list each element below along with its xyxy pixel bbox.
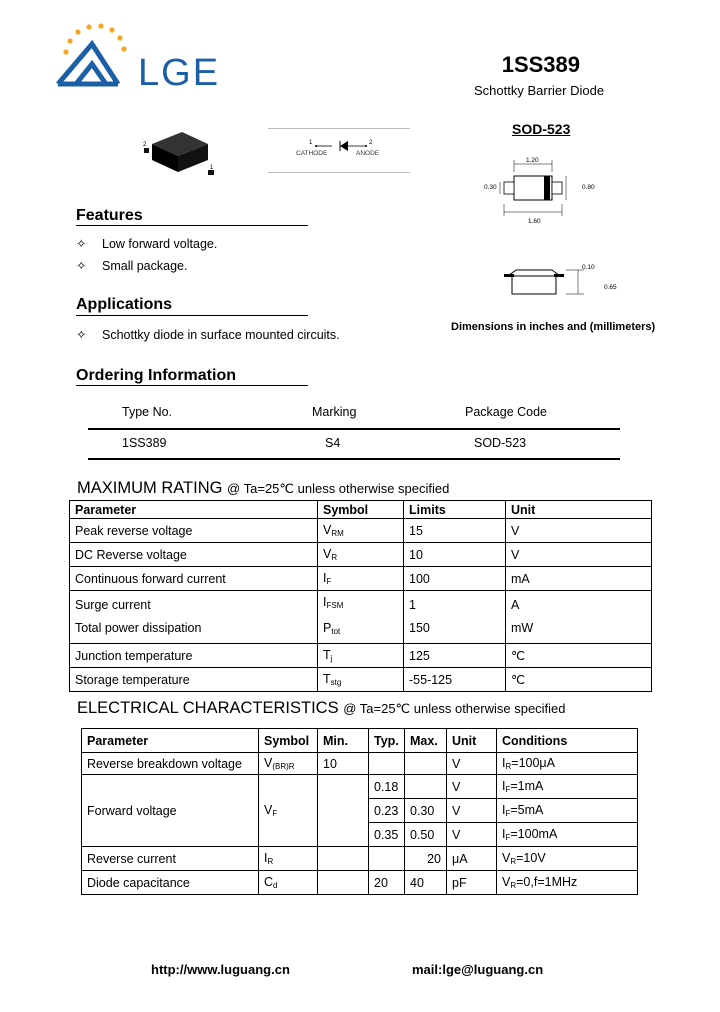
pin-1-mark: 1 bbox=[210, 165, 214, 171]
package-title: SOD-523 bbox=[512, 121, 571, 137]
bullet-icon: ✧ bbox=[76, 259, 87, 273]
applications-heading: Applications bbox=[76, 296, 173, 313]
table-row: DC Reverse voltage $V_R$ 10 V bbox=[70, 543, 652, 567]
table-row: 0.35 0.50 V $I_F=100mA$ bbox=[82, 823, 638, 847]
electrical-condition: @ Ta=25℃ unless otherwise specified bbox=[343, 701, 566, 716]
table-row: 0.23 0.30 V $I_F=5mA$ bbox=[82, 799, 638, 823]
email-link[interactable]: mail:lge@luguang.cn bbox=[412, 962, 544, 977]
table-row: Diode capacitance $C_d$ 20 40 pF $V_R=0,f=1MHz$ bbox=[82, 871, 638, 895]
bullet-icon: ✧ bbox=[76, 237, 87, 251]
ordering-header-package: Package Code bbox=[465, 405, 548, 419]
lge-logo-mark bbox=[56, 22, 136, 92]
pin-2-mark: 2 bbox=[143, 142, 147, 148]
table-row: Junction temperature $T_j$ 125 ℃ bbox=[70, 644, 652, 668]
table-row: Surge current Total power dissipation $I_{FSM}$ $P_{tot}$ 1 150 A mW bbox=[70, 591, 652, 644]
max-rating-heading: MAXIMUM RATING @ Ta=25℃ unless otherwise specified bbox=[77, 479, 450, 497]
table-row: Reverse breakdown voltage $V_{(BR)R}$ 10 V $I_R=100\mu A$ bbox=[82, 753, 638, 775]
max-rating-table bbox=[69, 500, 652, 692]
pin1-label: 1 bbox=[309, 140, 313, 146]
ordering-marking-value: S4 bbox=[325, 436, 341, 450]
ordering-package-value: SOD-523 bbox=[474, 436, 527, 450]
device-subtitle: Schottky Barrier Diode bbox=[474, 83, 605, 98]
dim-width-bottom: 1.60 bbox=[528, 218, 541, 225]
table-row: Reverse current $I_R$ 20 μA $V_R=10V$ bbox=[82, 847, 638, 871]
features-item: ✧ Low forward voltage. bbox=[76, 237, 218, 251]
max-rating-condition: @ Ta=25℃ unless otherwise specified bbox=[227, 481, 450, 496]
ordering-rule-bottom bbox=[88, 458, 620, 460]
bullet-icon: ✧ bbox=[76, 328, 87, 342]
logo-text: LGE bbox=[138, 52, 221, 94]
part-number: 1SS389 bbox=[501, 52, 580, 77]
ordering-rule-top bbox=[88, 428, 620, 430]
dim-side-height: 0.65 bbox=[604, 284, 617, 291]
dim-left: 0.30 bbox=[484, 184, 497, 191]
pin2-label: 2 bbox=[369, 140, 373, 146]
cathode-label: CATHODE bbox=[296, 150, 328, 157]
table-header-row: Parameter Symbol Limits Unit bbox=[70, 501, 652, 519]
component-illustration bbox=[142, 126, 218, 184]
ordering-type-value: 1SS389 bbox=[122, 436, 167, 450]
anode-label: ANODE bbox=[356, 150, 380, 157]
electrical-table bbox=[81, 728, 638, 895]
table-row: Continuous forward current $I_F$ 100 mA bbox=[70, 567, 652, 591]
features-underline bbox=[76, 225, 308, 226]
electrical-heading: ELECTRICAL CHARACTERISTICS @ Ta=25℃ unless otherwise specified bbox=[77, 699, 566, 717]
diode-symbol bbox=[268, 136, 410, 166]
applications-underline bbox=[76, 315, 308, 316]
dim-width-top: 1.20 bbox=[526, 157, 539, 164]
ordering-header-marking: Marking bbox=[312, 405, 357, 419]
applications-item: ✧ Schottky diode in surface mounted circuits. bbox=[76, 328, 340, 342]
dim-side-top: 0.10 bbox=[582, 264, 595, 271]
features-heading: Features bbox=[76, 207, 143, 224]
features-item: ✧ Small package. bbox=[76, 259, 188, 273]
ordering-heading: Ordering Information bbox=[76, 367, 236, 384]
table-row: Forward voltage $V_F$ 0.18 V $I_F=1mA$ bbox=[82, 775, 638, 799]
schematic-box bbox=[268, 128, 410, 174]
table-header-row: Parameter Symbol Min. Typ. Max. Unit Conditions bbox=[82, 729, 638, 753]
table-row: Storage temperature $T_{stg}$ -55-125 ℃ bbox=[70, 668, 652, 692]
website-link[interactable]: http://www.luguang.cn bbox=[151, 962, 290, 977]
dim-right: 0.80 bbox=[582, 184, 595, 191]
ordering-underline bbox=[76, 385, 308, 386]
table-row: Peak reverse voltage $V_{RM}$ 15 V bbox=[70, 519, 652, 543]
ordering-header-type: Type No. bbox=[122, 405, 173, 419]
dimensions-note: Dimensions in inches and (millimeters) bbox=[451, 321, 656, 333]
